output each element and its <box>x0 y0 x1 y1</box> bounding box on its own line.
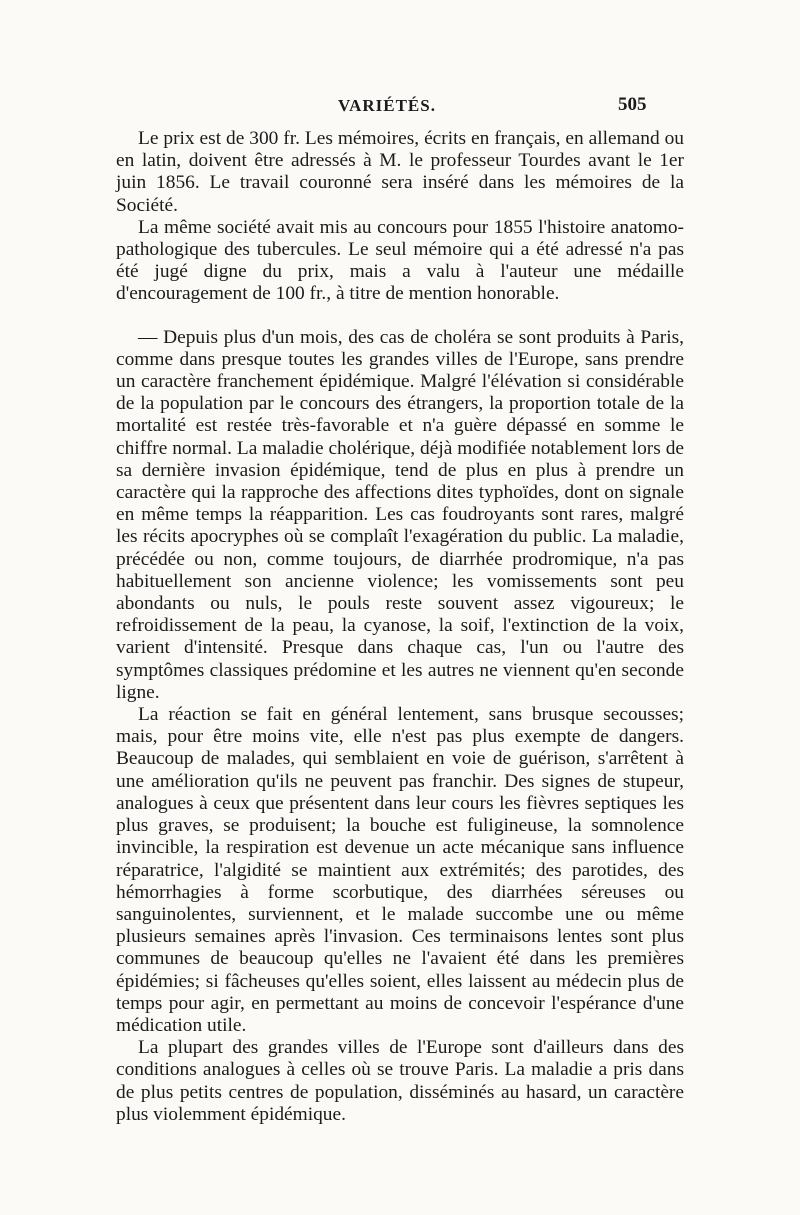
page-header <box>0 96 800 126</box>
running-title: VARIÉTÉS. <box>338 96 436 115</box>
body-text <box>116 128 684 1126</box>
paragraph-tubercules: La même société avait mis au concours pour 1855 l'histoire anatomo-pathologique des tubercules. Le seul mémoire qui a été adressé n'a pas été jugé digne du prix, mais a valu à l'auteur une médaille d'encouragement de 100 fr., à titre de mention honorable. <box>116 216 684 305</box>
paragraph-cholera: — Depuis plus d'un mois, des cas de choléra se sont produits à Paris, comme dans presque toutes les grandes villes de l'Europe, sans prendre un caractère franchement épidémique. Malgré l'élévation si considérable de la population par le concours des étrangers, la proportion totale de la mortalité est restée très-favorable et n'a guère dépassé en somme le chiffre normal. La maladie cholérique, déjà modifiée notablement lors de sa dernière invasion épidémique, tend de plus en plus à prendre un caractère qui la rapproche des affections dites typhoïdes, dont on signale en même temps la réapparition. Les cas foudroyants sont rares, malgré les récits apocryphes où se complaît l'exagération du public. La maladie, précédée ou non, comme toujours, de diarrhée prodromique, n'a pas habituellement son ancienne violence; les vomissements sont peu abondants ou nuls, le pouls reste souvent assez vigoureux; le refroidissement de la peau, la cyanose, la soif, l'extinction de la voix, varient d'intensité. Presque dans chaque cas, l'un ou l'autre des symptômes classiques prédomine et les autres ne viennent qu'en seconde ligne. <box>116 326 684 703</box>
paragraph-europe: La plupart des grandes villes de l'Europe sont d'ailleurs dans des conditions analogues à celles où se trouve Paris. La maladie a pris dans de plus petits centres de population, disséminés au hasard, un caractère plus violemment épidémique. <box>116 1037 684 1125</box>
paragraph-prize: Le prix est de 300 fr. Les mémoires, écrits en français, en allemand ou en latin, doivent être adressés à M. le professeur Tourdes avant le 1er juin 1856. Le travail couronné sera inséré dans les mémoires de la Société. <box>116 128 684 216</box>
page-number: 505 <box>618 94 647 115</box>
paragraph-reaction: La réaction se fait en général lentement, sans brusque secousses; mais, pour être moins vite, elle n'est pas plus exempte de dangers. Beaucoup de malades, qui semblaient en voie de guérison, s'arrêtent à une amélioration qu'ils ne peuvent pas franchir. Des signes de stupeur, analogues à ceux que présentent dans leur cours les fièvres septiques les plus graves, se produisent; la bouche est fuligineuse, la somnolence invincible, la respiration est devenue un acte mécanique sans influence réparatrice, l'algidité se maintient aux extrémités; des parotides, des hémorrhagies à forme scorbutique, des diarrhées séreuses ou sanguinolentes, surviennent, et le malade succombe une ou même plusieurs semaines après l'invasion. Ces terminaisons lentes sont plus communes de beaucoup qu'elles ne l'avaient été dans les premières épidémies; si fâcheuses qu'elles soient, elles laissent au médecin plus de temps pour agir, en permettant au moins de concevoir l'espérance d'une médication utile. <box>116 704 684 1036</box>
